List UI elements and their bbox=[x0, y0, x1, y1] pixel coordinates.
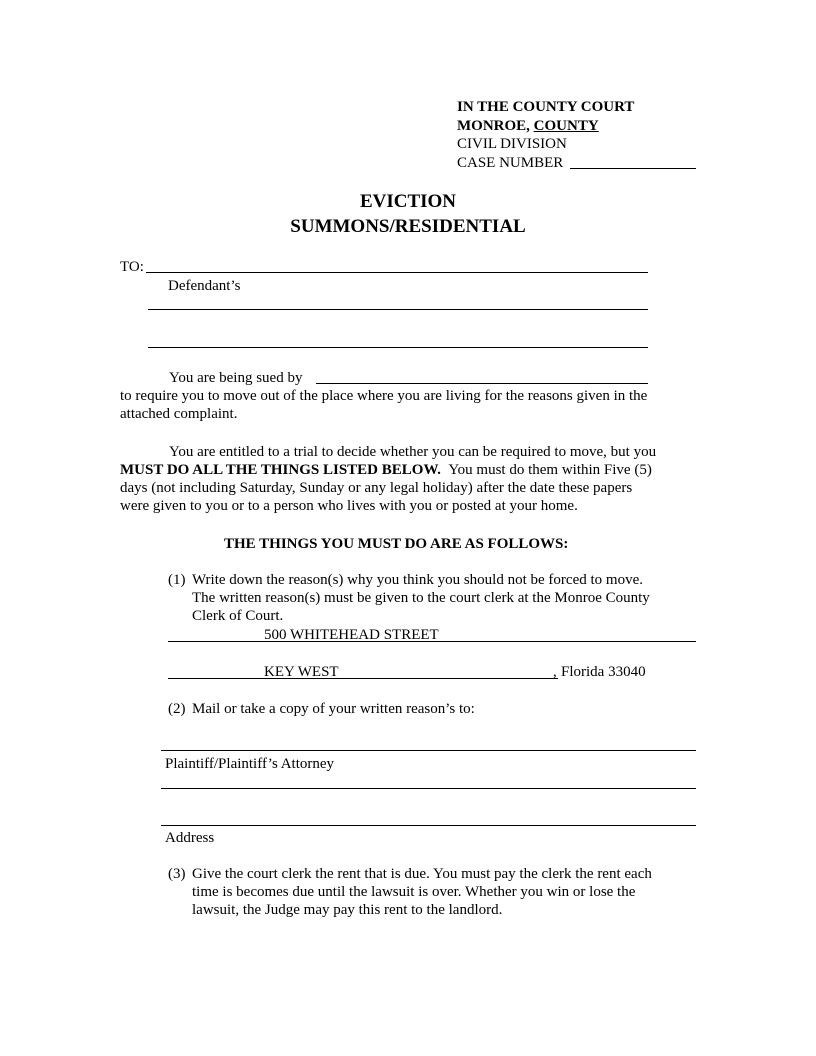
county-line bbox=[457, 117, 599, 135]
county-prefix: MONROE, bbox=[457, 118, 534, 134]
clerk-street-line bbox=[168, 641, 696, 642]
para2-line1: You are entitled to a trial to decide whether you can be required to move, but you bbox=[169, 444, 657, 460]
item2-text: Mail or take a copy of your written reason’s to: bbox=[192, 701, 475, 717]
item3-line1: Give the court clerk the rent that is due. You must pay the clerk the rent each bbox=[192, 866, 652, 882]
defendant-address-field-2[interactable] bbox=[148, 347, 648, 348]
clerk-city-line bbox=[168, 678, 558, 679]
item3-line2: time is becomes due until the lawsuit is over. Whether you win or lose the bbox=[192, 884, 636, 900]
item1-line2: The written reason(s) must be given to the court clerk at the Monroe County bbox=[192, 590, 650, 606]
to-label: TO: bbox=[120, 259, 144, 275]
plaintiff-attorney-field[interactable] bbox=[161, 750, 696, 751]
address-label: Address bbox=[165, 830, 215, 846]
item1-line3: Clerk of Court. bbox=[192, 608, 284, 624]
para2-emphasis: MUST DO ALL THE THINGS LISTED BELOW. bbox=[120, 462, 441, 478]
item1-line1: Write down the reason(s) why you think you should not be forced to move. bbox=[192, 572, 643, 588]
sued-by-label: You are being sued by bbox=[169, 370, 303, 386]
defendant-label: Defendant’s bbox=[168, 278, 241, 294]
para1-line2: to require you to move out of the place where you are living for the reasons given in the bbox=[120, 388, 648, 404]
county-word: COUNTY bbox=[533, 118, 599, 134]
court-name: IN THE COUNTY COURT bbox=[457, 99, 635, 115]
para2-line2-rest: You must do them within Five (5) bbox=[448, 462, 652, 478]
item1-number: (1) bbox=[168, 572, 186, 588]
things-heading: THE THINGS YOU MUST DO ARE AS FOLLOWS: bbox=[224, 536, 569, 552]
plaintiff-name-field[interactable] bbox=[316, 383, 648, 384]
para2-line2 bbox=[120, 461, 652, 479]
document-subtitle: SUMMONS/RESIDENTIAL bbox=[290, 216, 526, 237]
defendant-name-field[interactable] bbox=[146, 272, 648, 273]
para2-line3: days (not including Saturday, Sunday or any legal holiday) after the date these papers bbox=[120, 480, 633, 496]
clerk-city: KEY WEST bbox=[264, 664, 339, 680]
case-number-label: CASE NUMBER bbox=[457, 155, 564, 171]
city-comma: , bbox=[553, 664, 557, 680]
clerk-state-zip: Florida 33040 bbox=[561, 664, 646, 680]
defendant-address-field-1[interactable] bbox=[148, 309, 648, 310]
item3-number: (3) bbox=[168, 866, 186, 882]
civil-division: CIVIL DIVISION bbox=[457, 136, 567, 152]
para1-line3: attached complaint. bbox=[120, 406, 238, 422]
clerk-street: 500 WHITEHEAD STREET bbox=[264, 627, 439, 643]
address-field-2[interactable] bbox=[161, 825, 696, 826]
item2-number: (2) bbox=[168, 701, 186, 717]
plaintiff-attorney-label: Plaintiff/Plaintiff’s Attorney bbox=[165, 756, 335, 772]
case-number-field[interactable] bbox=[570, 168, 696, 169]
item3-line3: lawsuit, the Judge may pay this rent to the landlord. bbox=[192, 902, 503, 918]
address-field-1[interactable] bbox=[161, 788, 696, 789]
document-title: EVICTION bbox=[359, 191, 457, 212]
para2-line4: were given to you or to a person who lives with you or posted at your home. bbox=[120, 498, 578, 514]
